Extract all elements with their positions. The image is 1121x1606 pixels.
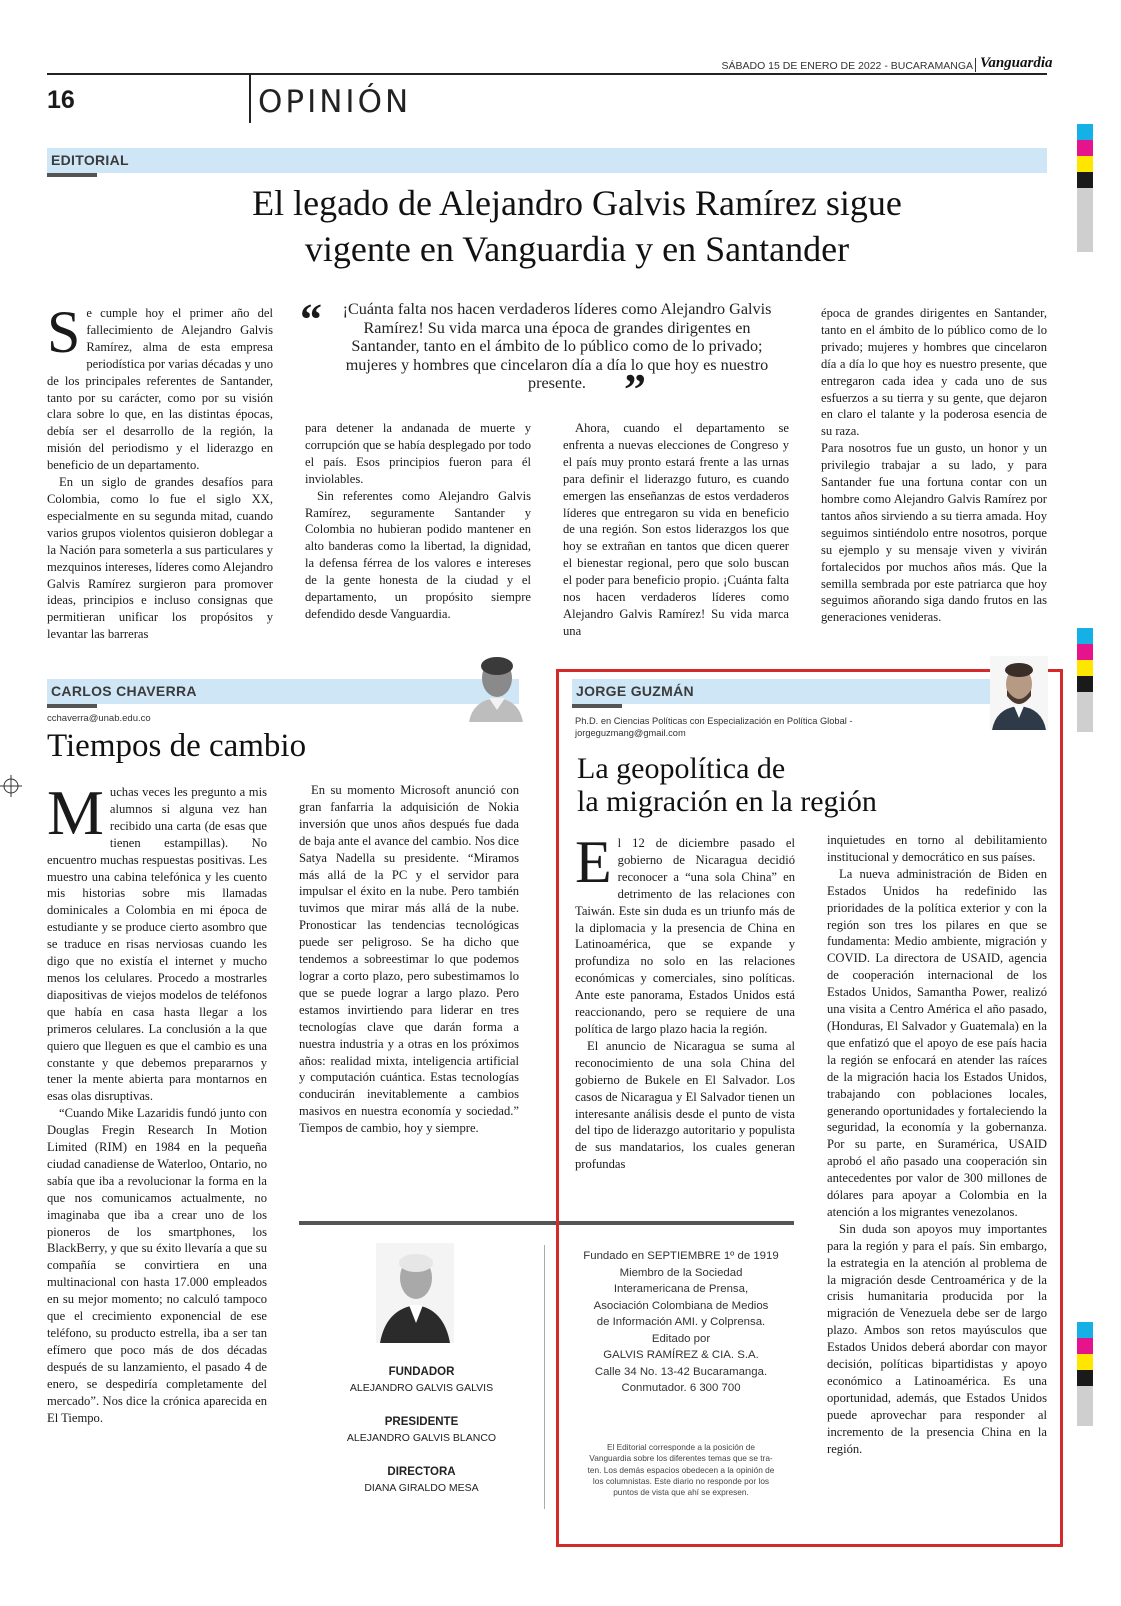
chaverra-label-bar [47, 679, 519, 704]
paragraph: uchas veces les pregunto a mis alumnos si alguna vez han recibido una carta (de esas que tienen estampillas). No encuentro muchas respuestas positivas. Les muestro una cabina telefónica y les cuento mis historias sobre mis llamadas dominicales a Colombia en mi época de estudiante y se produce cierto asombro que se traduce en risas nerviosas cuando les digo que no existía el internet y mucho menos los celulares. Procedo a mostrarles diapositivas de viejos modelos de teléfonos que había en casa hasta llegar a los primeros celulares. La conclusión a la que quiero que lleguen es que el cambio es una constante y que debemos prepararnos y tener la mente abierta para montarnos en esas olas disruptivas. [47, 785, 267, 1104]
chaverra-col2 [299, 782, 519, 1137]
editorial-col3 [563, 420, 789, 640]
editorial-label-bar [47, 148, 1047, 173]
director-title: DIRECTORA [387, 1466, 456, 1478]
editorial-title [47, 180, 1107, 272]
section-divider [249, 75, 251, 123]
disclaimer-line: los columnistas. Este diario no responde por los [592, 1475, 770, 1486]
paragraph: Sin referentes como Alejandro Galvis Ramírez, seguramente Santander y Colombia no hubieran podido mantener en alto banderas como la libertad, la dignidad, la defensa férrea de los valores e intereses de la gente honesta de la ciudad y el departamento, un propósito siempre defendido desde Vanguardia. [305, 488, 531, 621]
guzman-col2 [827, 832, 1047, 1458]
disclaimer-line: ten. Los demás espacios obedecen a la opinión de [587, 1464, 775, 1475]
info-line: Interamericana de Prensa, [613, 1283, 749, 1295]
columnist-photo [467, 650, 523, 722]
masthead-staff [300, 1364, 543, 1496]
info-line: Fundado en SEPTIEMBRE 1º de 1919 [583, 1250, 779, 1262]
paragraph: para detener la andanada de muerte y corrupción que se había desplegado por todo el país. Esos principios fueron para él inviolables. [305, 421, 531, 486]
info-line: Miembro de la Sociedad [619, 1266, 743, 1279]
paragraph: En su momento Microsoft anunció con gran fanfarria la adquisición de Nokia inversión que unos años después fue dada de baja ante el avance del cambio. Nos dice Satya Nadella su presidente. “Miramos más allá de la PC y el servidor para impulsar el éxito en la nube. Pero también tuvimos que mirar más allá de la nube. Pronosticar las tendencias tecnológicas puede ser peligroso. Se ha dicho que tendemos a sobreestimar lo que podemos lograr a corto plazo, pero subestimamos lo que se puede lograr a largo plazo. Pero estamos invirtiendo para liderar en tres tecnologías clave que darán forma a nuestra industria y a otras en los próximos años: realidad mixta, inteligencia artificial y computación cuántica. Estas tecnologías conducirán inevitablemente a cambios masivos en nuestra economía y sociedad.” Tiempos de cambio, hoy y siempre. [299, 783, 519, 1136]
editorial-col2 [305, 420, 531, 623]
brand-logo: Vanguardia [980, 55, 1053, 71]
info-line: Conmutador. 6 300 700 [621, 1382, 741, 1394]
founder-photo [376, 1243, 454, 1343]
chaverra-title: Tiempos de cambio [47, 728, 307, 764]
registration-marks-middle [1077, 628, 1093, 732]
guzman-col1 [575, 829, 795, 1173]
paragraph: inquietudes en torno al debilitamiento institucional y democrático en sus países. [827, 833, 1047, 864]
guzman-title-line2: la migración en la región [577, 785, 877, 818]
editorial-pull-quote [300, 295, 796, 414]
dropcap: E [575, 829, 612, 895]
columnist-email[interactable]: cchaverra@unab.edu.co [47, 713, 151, 724]
quote-text: ¡Cuánta falta nos hacen verdaderos líderes como Alejandro Galvis Ramírez! Su vida marca una época de grandes dirigentes en Santander, tanto en el ámbito de lo público como de lo privado; mujeres y hombres que cincelaron día a día lo que hoy es nuestro presente. [342, 300, 772, 392]
president-name: ALEJANDRO GALVIS BLANCO [346, 1432, 497, 1444]
section-title: OPINIÓN [258, 84, 412, 120]
founder-name: ALEJANDRO GALVIS GALVIS [349, 1382, 494, 1394]
info-line: Calle 34 No. 13-42 Bucaramanga. [594, 1365, 768, 1378]
open-quote-icon: “ [300, 295, 322, 344]
paragraph: “Cuando Mike Lazaridis fundó junto con Douglas Fregin Research In Motion Limited (RIM) en 1984 en la pequeña ciudad canadiense de Waterloo, Ontario, no sabía que iba a revolucionar la forma en la que nos comunicamos actualmente, no imaginaba que iba a crear uno de los pioneros de los smartphones, los BlackBerry, y que su éxito llevaría a que su compañía se convirtiera en una multinacional con hasta 17.000 empleados en su mejor momento; no calculó tampoco que el crecimiento exponencial de ese teléfono, su producto estrella, iba a ser tan efímero que poco más de dos décadas después de su lanzamiento, el pasado 4 de enero, se despediría completamente del mercado”. Nos dice la crónica aparecida en El Tiempo. [47, 1106, 267, 1425]
guzman-label-bar [572, 679, 992, 704]
disclaimer-line: El Editorial corresponde a la posición de [606, 1442, 756, 1452]
editorial-col4 [821, 305, 1047, 626]
columnist-label: JORGE GUZMÁN [576, 683, 694, 699]
header-divider [975, 58, 976, 72]
editorial-title-line2: vigente en Vanguardia y en Santander [304, 229, 850, 269]
registration-marks-bottom [1077, 1322, 1093, 1426]
columnist-label: CARLOS CHAVERRA [51, 683, 197, 699]
info-line: de Información AMI. y Colprensa. [596, 1316, 766, 1328]
paragraph: e cumple hoy el primer año del fallecimiento de Alejandro Galvis Ramírez, alma de esta empresa periodística por varias décadas y uno de los principales referentes de Santander, tanto por su carácter, como por su visión clara sobre lo que, en las distintas épocas, debía ser el desarrollo de la región, la misión del periodismo y el liderazgo en beneficio de un departamento. [47, 306, 273, 473]
info-line: Editado por [651, 1332, 711, 1345]
founder-title: FUNDADOR [388, 1366, 455, 1378]
dropcap: S [47, 299, 81, 365]
columnist-bio: Ph.D. en Ciencias Políticas con Especialización en Política Global - jorgeguzmang@gmail.com [575, 716, 853, 738]
close-quote-icon: ” [624, 365, 646, 414]
paragraph: época de grandes dirigentes en Santander, tanto en el ámbito de lo público como de lo privado; mujeres y hombres que cincelaron día a día lo que hoy es nuestro presente, que entregaron cada idea y cada uno de sus esfuerzos a su tierra y su gente, que dejaron en claro el talante y la poderosa esencia de su raza. [821, 306, 1047, 439]
paragraph: En un siglo de grandes desafíos para Colombia, como lo fue el siglo XX, especialmente en su segunda mitad, cuando varios grupos violentos quisieron doblegar a la Nación para someterla a sus particulares y mezquinos intereses, líderes como Alejandro Galvis Ramírez surgieron para promover ideas, principios e incluso consignas que permitieran unificar los propósitos y levantar las barreras [47, 475, 273, 642]
paragraph: El anuncio de Nicaragua se suma al reconocimiento de una sola China del gobierno de Bukele en El Salvador. Los casos de Nicaragua y El Salvador tienen un interesante análisis desde el punto de vista del tipo de liderazgo autoritario y populista de sus mandatarios, los cuales generan profundas [575, 1038, 795, 1172]
director-name: DIANA GIRALDO MESA [364, 1482, 479, 1494]
info-line: Asociación Colombiana de Medios [593, 1299, 769, 1312]
chaverra-col1 [47, 777, 267, 1426]
header-rule [47, 73, 1047, 75]
editorial-col1 [47, 299, 273, 643]
disclaimer-line: Vanguardia sobre los diferentes temas que se tra- [589, 1453, 773, 1464]
paragraph: Para nosotros fue un gusto, un honor y un privilegio trabajar a su lado, y para Santander fue una fortuna contar con un hombre como Alejandro Galvis Ramírez por tantos años sirviendo a su tierra amada. Hoy seguimos sintiéndolo entre nosotros, porque su ejemplo y su mensaje viven y vivirán fortalecidos por muchos años más. Que la semilla sembrada por este patriarca que hoy seguimos añorando siga dando frutos en las generaciones venideras. [821, 441, 1047, 625]
disclaimer-line: puntos de vista que ahí se expresen. [613, 1487, 749, 1498]
paragraph: Sin duda son apoyos muy importantes para la región y para el país. Sin embargo, la estrategia en la atención al problema de la migración desde Centroamérica y de la crisis humanitaria producida por la migración de Venezuela debe ser de largo plazo. Ambos son retos mayúsculos que Estados Unidos deberá abordar con mayor decisión, políticas bipartidistas y apoyo económico a Latinoamérica. Es una oportunidad, además, que Estados Unidos puede aprovechar para responder al incremento de la presencia China en la región. [827, 1221, 1047, 1456]
paragraph: Ahora, cuando el departamento se enfrenta a nuevas elecciones de Congreso y el país muy pronto estará frente a las urnas para definir el liderazgo futuro, es cuando emergen las enseñanzas de estos verdaderos líderes que entregaron su vida en beneficio de una región. Son estos liderazgos los que hoy se extrañan en tantos que dicen querer el bienestar regional, pero que solo buscan el poder para beneficio propio. ¡Cuánta falta nos hacen verdaderos líderes como Alejandro Galvis Ramírez! Su vida marca una [563, 421, 789, 638]
paragraph: La nueva administración de Biden en Estados Unidos ha redefinido las prioridades de la política exterior y con la región son tres los pilares en que se fundamenta: Medio ambiente, migración y COVID. La directora de USAID, agencia de cooperación internacional de los Estados Unidos, Samantha Power, realizó una visita a Centro América el año pasado, (Honduras, El Salvador y Guatemala) en la que enfatizó que el apoyo de ese país hacia la región se enfocará en atender las raíces de la migración hacia los Estados Unidos, trabajando con poblaciones locales, generando oportunidades y fortaleciendo la seguridad, la economía y la gobernanza. Por su parte, en Suramérica, USAID aprobó el año pasado una cooperación sin antecedentes por valor de 300 millones de dólares para apoyar a Colombia en la atención a los migrantes venezolanos. [827, 866, 1047, 1219]
page-number: 16 [47, 86, 75, 114]
editorial-label: EDITORIAL [51, 152, 129, 168]
dropcap: M [47, 777, 104, 848]
masthead-divider [544, 1245, 545, 1509]
date-line: SÁBADO 15 DE ENERO DE 2022 - BUCARAMANGA [721, 60, 973, 72]
president-title: PRESIDENTE [384, 1416, 459, 1428]
guzman-title-line1: La geopolítica de [577, 752, 786, 785]
crosshair-icon [0, 775, 22, 797]
paragraph: l 12 de diciembre pasado el gobierno de Nicaragua decidió reconocer a “una sola China” en detrimento de las relaciones con Taiwán. Este sin duda es un triunfo más de la diplomacia y la presencia de China en Latinoamérica, que se expande y profundiza no solo en las relaciones económicas y comerciales, sino políticas. Ante este panorama, Estados Unidos está reaccionando, pero se requiere de una política de largo plazo hacia la región. [575, 836, 795, 1036]
columnist-photo [990, 656, 1048, 730]
guzman-title [577, 752, 877, 818]
info-line: GALVIS RAMÍREZ & CIA. S.A. [603, 1349, 759, 1361]
editorial-title-line1: El legado de Alejandro Galvis Ramírez sigue [252, 183, 902, 223]
